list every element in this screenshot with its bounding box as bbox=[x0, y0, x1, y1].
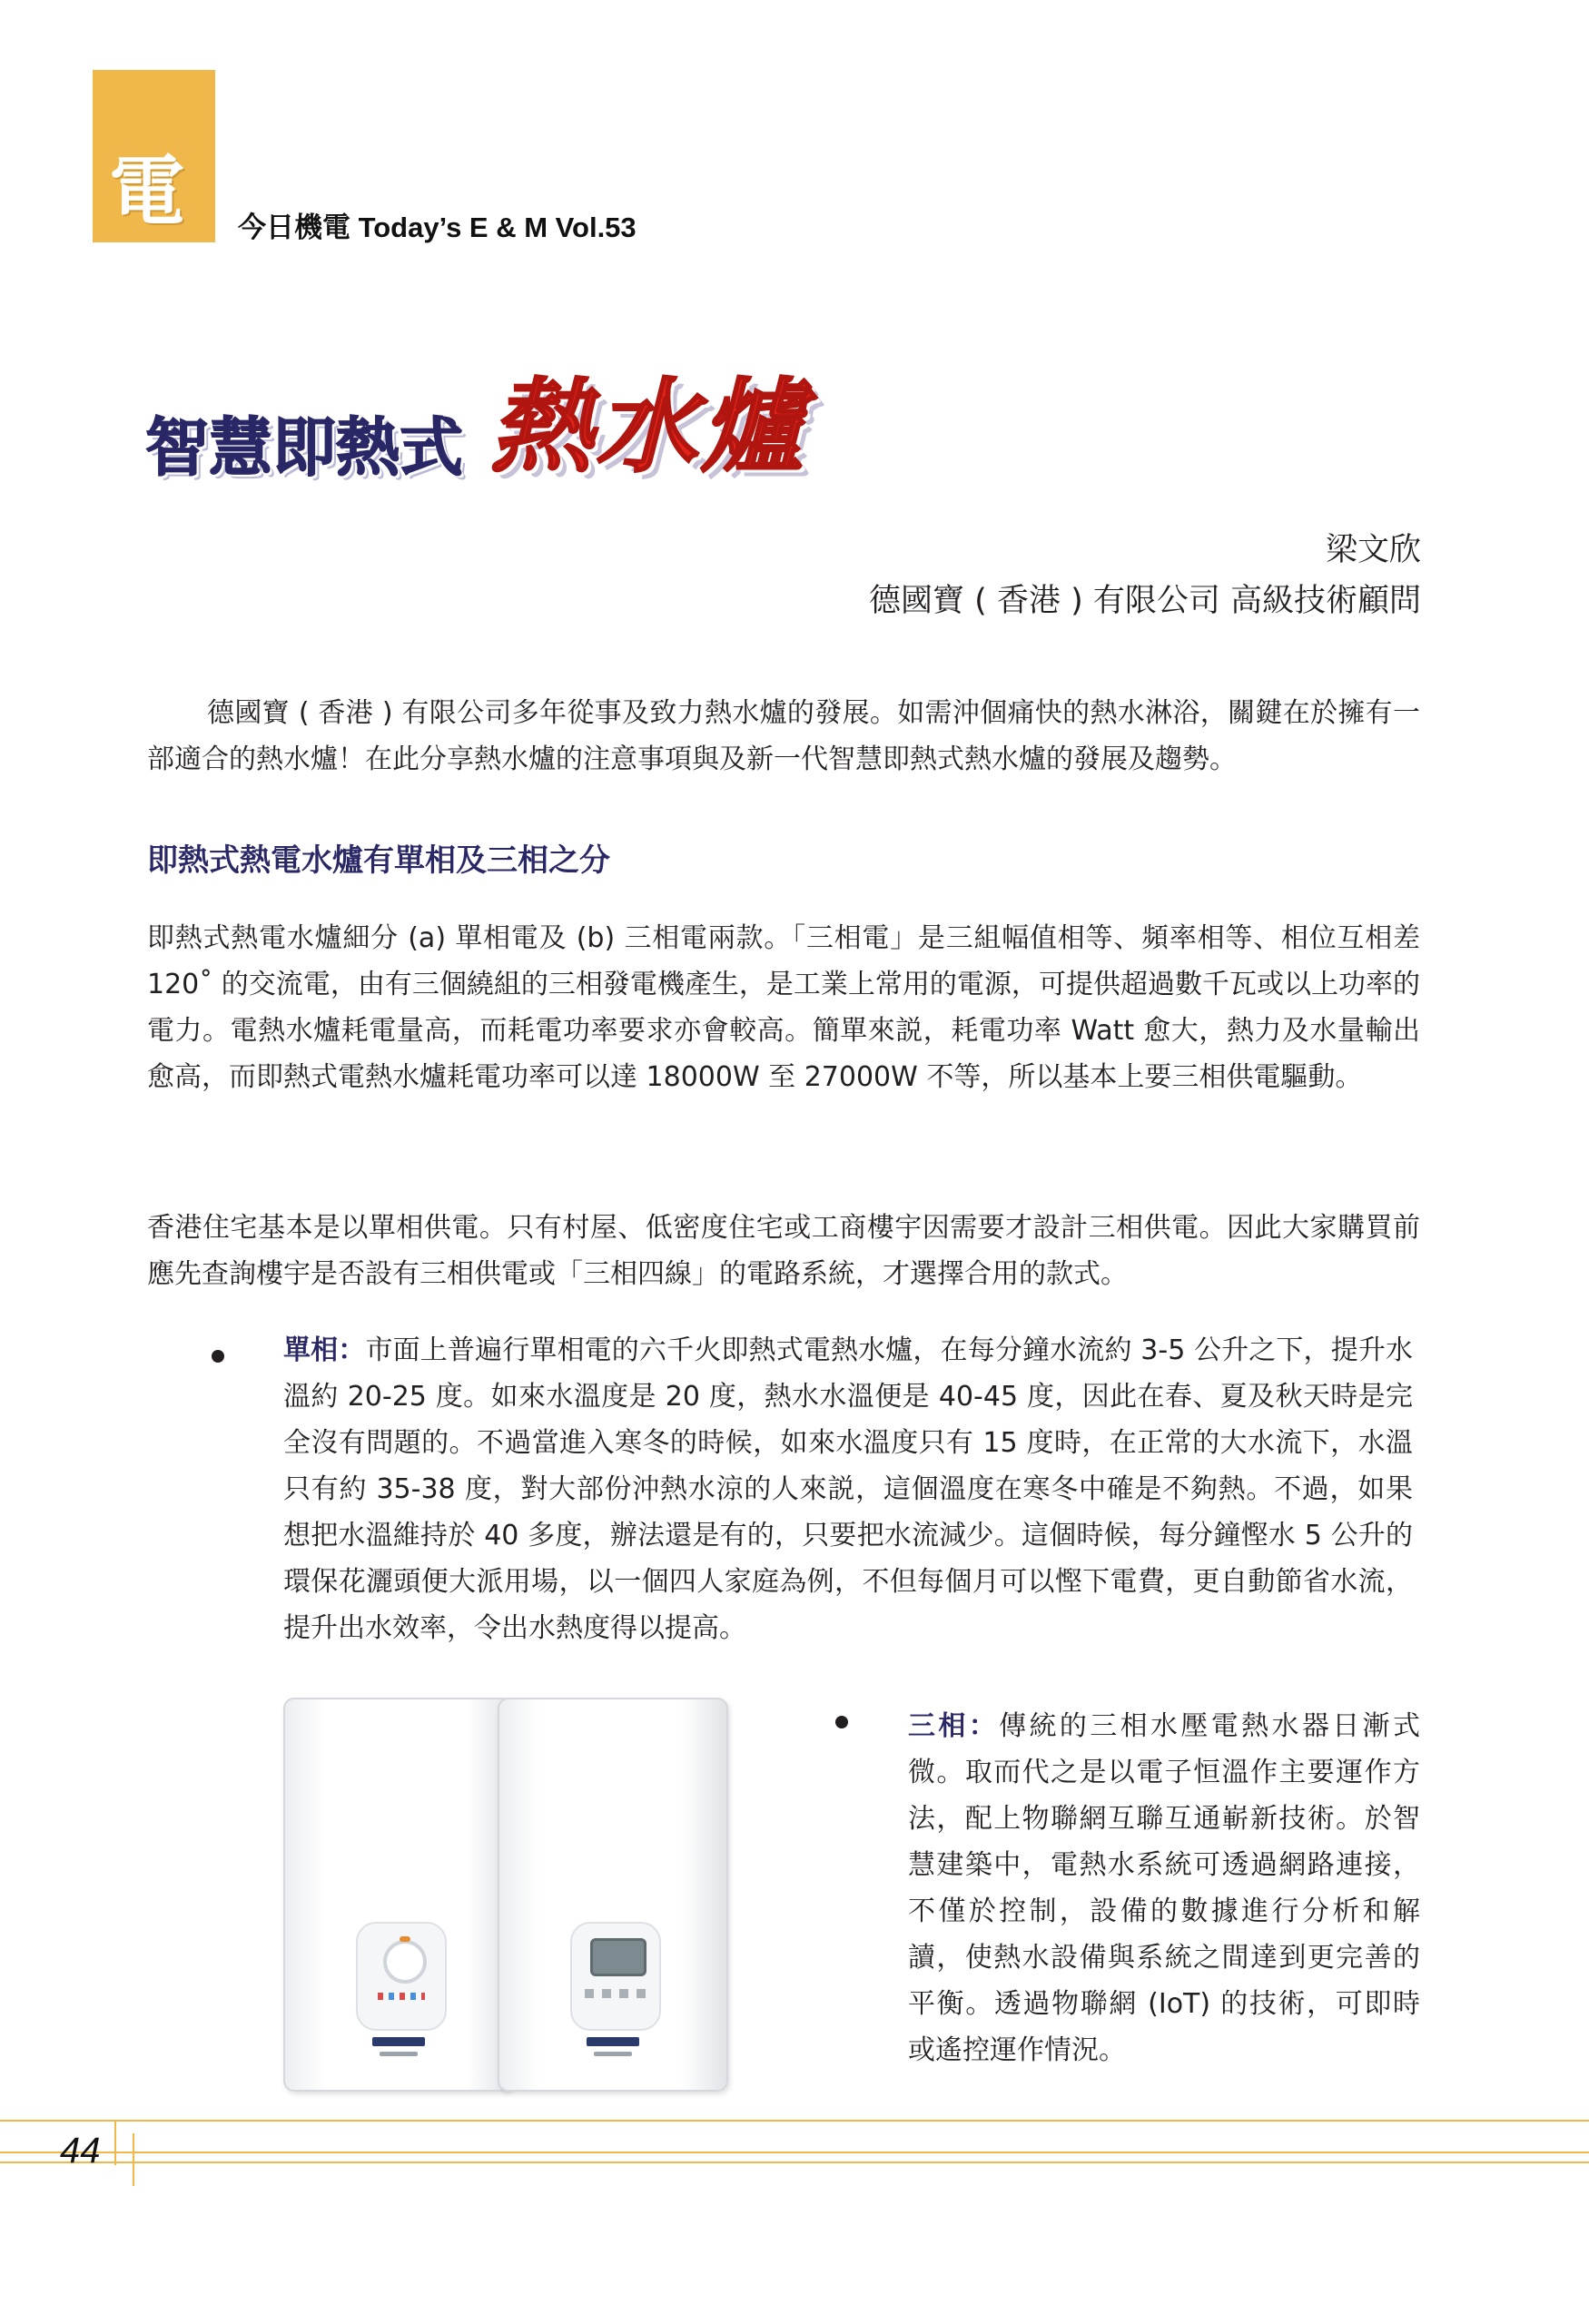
bullet-three-phase bbox=[908, 1703, 1420, 2073]
bullet-single-phase bbox=[283, 1327, 1413, 1651]
bullet-three-text: 傳統的三相水壓電熱水器日漸式微。取而代之是以電子恒溫作主要運作方法，配上物聯網互聯互通嶄新技術。於智慧建築中，電熱水系統可透過網路連接，不僅於控制，設備的數據進行分析和解讀，使熱水設備與系統之間達到更完善的平衡。透過物聯網 (IoT) 的技術，可即時或遙控運作情況。 bbox=[908, 1710, 1420, 2066]
footer-tick-right bbox=[133, 2133, 134, 2186]
footer-rule-top bbox=[0, 2120, 1589, 2122]
indicator-lights-icon bbox=[378, 1993, 425, 2000]
bullet-three-label: 三相： bbox=[908, 1710, 1000, 1742]
model-mark bbox=[380, 2052, 418, 2056]
section-badge bbox=[93, 70, 215, 242]
magazine-title: 今日機電 Today’s E & M Vol.53 bbox=[238, 212, 637, 243]
paragraph-phases: 即熱式熱電水爐細分 (a) 單相電及 (b) 三相電兩款。「三相電」是三組幅值相等、頻率相等、相位互相差 120˚ 的交流電，由有三個繞組的三相發電機產生，是工業上常用的電源，可提供超過數千瓦或以上功率的電力。電熱水爐耗電量高，而耗電功率要求亦會較高。簡單來説，耗電功率 Watt 愈大，熱力及水量輸出愈高，而即熱式電熱水爐耗電功率可以達 18000W 至 27000W 不等，所以基本上要三相供電驅動。 bbox=[147, 922, 1420, 1093]
brand-logo-mark bbox=[587, 2037, 639, 2046]
footer-tick-left bbox=[114, 2120, 116, 2165]
bullet-dot-single bbox=[212, 1350, 224, 1363]
footer-rule-bottom bbox=[0, 2162, 1589, 2163]
temperature-dial-icon bbox=[383, 1940, 427, 1984]
bullet-dot-three bbox=[835, 1716, 848, 1728]
paragraph-supply: 香港住宅基本是以單相供電。只有村屋、低密度住宅或工商樓宇因需要才設計三相供電。因此大家購買前應先查詢樓宇是否設有三相供電或「三相四線」的電路系統，才選擇合用的款式。 bbox=[147, 1212, 1420, 1290]
heater-image-left bbox=[283, 1698, 514, 2092]
brand-logo-mark bbox=[372, 2037, 425, 2046]
heater-control-panel bbox=[570, 1922, 661, 2031]
bullet-single-text: 市面上普遍行單相電的六千火即熱式電熱水爐，在每分鐘水流約 3-5 公升之下，提升水溫約 20-25 度。如來水溫度是 20 度，熱水水溫便是 40-45 度，因此在春、夏及秋天時是完全沒有問題的。不過當進入寒冬的時候，如來水溫度只有 15 度時，在正常的大水流下，水溫只有約 35-38 度，對大部份沖熱水涼的人來説，這個溫度在寒冬中確是不夠熱。不過，如果想把水溫維持於 40 多度，辦法還是有的，只要把水流減少。這個時候，每分鐘慳水 5 公升的環保花灑頭便大派用場，以一個四人家庭為例，不但每個月可以慳下電費，更自動節省水流，提升出水效率，令出水熱度得以提高。 bbox=[283, 1334, 1414, 1644]
author-name: 梁文欣 bbox=[1325, 532, 1421, 568]
section-heading: 即熱式熱電水爐有單相及三相之分 bbox=[147, 842, 610, 879]
heater-control-panel bbox=[356, 1922, 447, 2031]
section-character: 電 bbox=[109, 146, 186, 236]
bullet-single-label: 單相： bbox=[283, 1334, 366, 1366]
author-affiliation: 德國寶 ( 香港 ) 有限公司 高級技術顧問 bbox=[869, 583, 1421, 619]
model-mark bbox=[594, 2052, 632, 2056]
control-buttons-icon bbox=[585, 1989, 646, 1998]
page-number: 44 bbox=[60, 2131, 101, 2171]
article-title-part2: 熱水爐 bbox=[490, 369, 806, 487]
article-title-part1: 智慧即熱式 bbox=[145, 410, 463, 485]
heater-image-right bbox=[498, 1698, 728, 2092]
footer-rule-mid bbox=[0, 2152, 1589, 2153]
author-block bbox=[869, 525, 1421, 626]
intro-paragraph: 德國寶 ( 香港 ) 有限公司多年從事及致力熱水爐的發展。如需沖個痛快的熱水淋浴，關鍵在於擁有一部適合的熱水爐！在此分享熱水爐的注意事項與及新一代智慧即熱式熱水爐的發展及趨勢。 bbox=[147, 697, 1420, 775]
lcd-display-icon bbox=[590, 1938, 646, 1976]
